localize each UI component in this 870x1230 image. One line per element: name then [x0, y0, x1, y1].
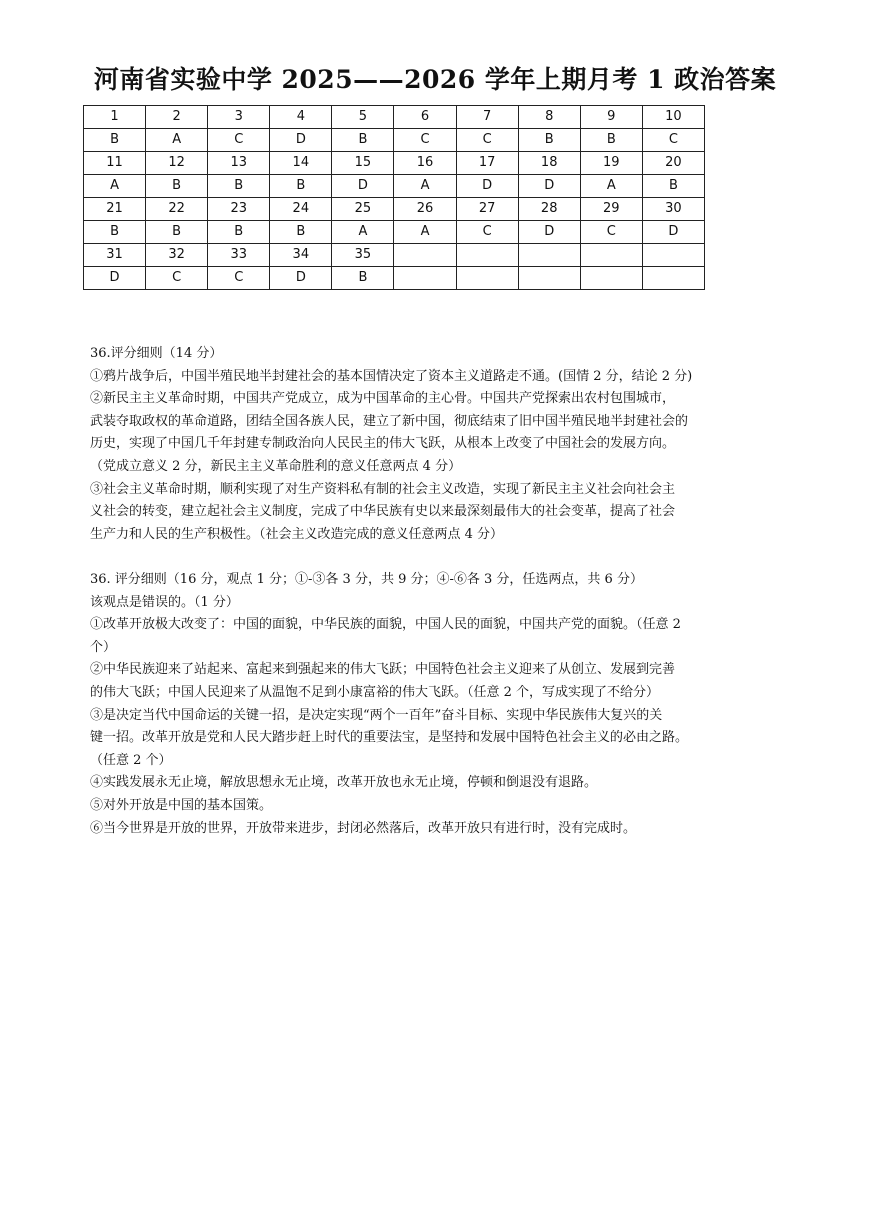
section-line: 键一招。改革开放是党和人民大踏步赶上时代的重要法宝，是坚持和发展中国特色社会主义的必由之路。 — [90, 730, 689, 746]
question-number-cell: 18 — [518, 152, 580, 175]
answer-cell: A — [146, 129, 208, 152]
question-number-cell: 31 — [84, 244, 146, 267]
answer-row — [84, 129, 705, 152]
answer-cell — [518, 267, 580, 290]
answer-cell: B — [270, 175, 332, 198]
page-title: 河南省实验中学 2025——2026 学年上期月考 1 政治答案 — [93, 65, 777, 94]
question-number-cell — [642, 244, 704, 267]
answer-cell — [580, 267, 642, 290]
question-number-cell: 23 — [208, 198, 270, 221]
question-number-cell: 21 — [84, 198, 146, 221]
section-line: （党成立意义 2 分，新民主主义革命胜利的意义任意两点 4 分） — [90, 458, 462, 474]
question-number-cell: 2 — [146, 106, 208, 129]
section-line: 该观点是错误的。（1 分） — [90, 594, 239, 610]
answer-cell: B — [208, 221, 270, 244]
section-line: ⑤对外开放是中国的基本国策。 — [90, 797, 273, 813]
question-number-cell: 25 — [332, 198, 394, 221]
answer-row — [84, 175, 705, 198]
answer-cell: B — [270, 221, 332, 244]
answer-cell: A — [394, 175, 456, 198]
section-line: ⑥当今世界是开放的世界，开放带来进步，封闭必然落后，改革开放只有进行时，没有完成时。 — [90, 820, 637, 836]
answer-cell — [456, 267, 518, 290]
question-number-row — [84, 106, 705, 129]
question-number-cell: 12 — [146, 152, 208, 175]
section-line: ③社会主义革命时期，顺利实现了对生产资料私有制的社会主义改造，实现了新民主主义社会向社会主 — [90, 481, 676, 497]
answer-cell: D — [332, 175, 394, 198]
section-line: ④实践发展永无止境，解放思想永无止境，改革开放也永无止境，停顿和倒退没有退路。 — [90, 775, 598, 791]
question-number-cell: 35 — [332, 244, 394, 267]
question-number-cell: 10 — [642, 106, 704, 129]
answer-cell: C — [146, 267, 208, 290]
answer-cell: B — [146, 221, 208, 244]
section-line: 的伟大飞跃；中国人民迎来了从温饱不足到小康富裕的伟大飞跃。（任意 2 个，写成实现了不给分） — [90, 684, 660, 700]
answer-cell: A — [332, 221, 394, 244]
question-number-cell: 20 — [642, 152, 704, 175]
question-number-cell: 3 — [208, 106, 270, 129]
question-number-cell: 8 — [518, 106, 580, 129]
answer-cell: C — [456, 221, 518, 244]
question-number-cell: 32 — [146, 244, 208, 267]
question-number-cell — [580, 244, 642, 267]
question-number-cell: 6 — [394, 106, 456, 129]
question-number-cell: 7 — [456, 106, 518, 129]
answer-cell: D — [642, 221, 704, 244]
question-number-cell: 9 — [580, 106, 642, 129]
section-line: 义社会的转变，建立起社会主义制度，完成了中华民族有史以来最深刻最伟大的社会变革，提高了社会 — [90, 504, 676, 520]
question-number-row — [84, 152, 705, 175]
section-line: 个） — [90, 639, 117, 655]
section-line: 生产力和人民的生产积极性。（社会主义改造完成的意义任意两点 4 分） — [90, 526, 504, 542]
answer-cell — [394, 267, 456, 290]
question-number-row — [84, 198, 705, 221]
answer-cell: B — [580, 129, 642, 152]
answer-cell — [642, 267, 704, 290]
section-line: ②中华民族迎来了站起来、富起来到强起来的伟大飞跃；中国特色社会主义迎来了从创立、发展到完善 — [90, 662, 676, 678]
scoring-section-2 — [90, 569, 790, 840]
section-line: ①改革开放极大改变了：中国的面貌，中华民族的面貌，中国人民的面貌，中国共产党的面貌。（任意 2 — [90, 617, 681, 633]
answer-cell: A — [394, 221, 456, 244]
answer-cell: B — [518, 129, 580, 152]
section-line: 历史，实现了中国几千年封建专制政治向人民民主的伟大飞跃，从根本上改变了中国社会的发展方向。 — [90, 436, 676, 452]
answer-cell: B — [642, 175, 704, 198]
question-number-cell: 22 — [146, 198, 208, 221]
answer-cell: C — [580, 221, 642, 244]
answer-cell: D — [518, 221, 580, 244]
answer-cell: A — [580, 175, 642, 198]
question-number-cell: 34 — [270, 244, 332, 267]
answer-cell: C — [394, 129, 456, 152]
answer-cell: B — [332, 267, 394, 290]
question-number-cell: 13 — [208, 152, 270, 175]
question-number-cell: 4 — [270, 106, 332, 129]
question-number-cell — [394, 244, 456, 267]
question-number-cell — [456, 244, 518, 267]
answer-cell: D — [518, 175, 580, 198]
answer-cell: C — [208, 129, 270, 152]
answer-table — [83, 105, 705, 290]
question-number-cell: 1 — [84, 106, 146, 129]
answer-cell: D — [84, 267, 146, 290]
answer-cell: D — [270, 267, 332, 290]
section-line: 36. 评分细则（16 分，观点 1 分；①-③各 3 分，共 9 分；④-⑥各 3 分，任选两点，共 6 分） — [90, 572, 643, 587]
question-number-cell: 5 — [332, 106, 394, 129]
answer-cell: B — [208, 175, 270, 198]
question-number-cell: 11 — [84, 152, 146, 175]
question-number-cell: 16 — [394, 152, 456, 175]
question-number-cell — [518, 244, 580, 267]
answer-cell: C — [642, 129, 704, 152]
question-number-cell: 26 — [394, 198, 456, 221]
answer-cell: B — [332, 129, 394, 152]
answer-cell: B — [146, 175, 208, 198]
answer-cell: B — [84, 129, 146, 152]
question-number-cell: 14 — [270, 152, 332, 175]
question-number-cell: 17 — [456, 152, 518, 175]
question-number-row — [84, 244, 705, 267]
section-line: 武装夺取政权的革命道路，团结全国各族人民，建立了新中国，彻底结束了旧中国半殖民地半封建社会的 — [90, 413, 689, 429]
question-number-cell: 33 — [208, 244, 270, 267]
answer-cell: C — [208, 267, 270, 290]
answer-cell: B — [84, 221, 146, 244]
section-line: ③是决定当代中国命运的关键一招，是决定实现“两个一百年”奋斗目标、实现中华民族伟大复兴的关 — [90, 707, 663, 723]
question-number-cell: 29 — [580, 198, 642, 221]
section-line: （任意 2 个） — [90, 752, 172, 768]
question-number-cell: 15 — [332, 152, 394, 175]
question-number-cell: 27 — [456, 198, 518, 221]
answer-cell: D — [456, 175, 518, 198]
section-line: 36.评分细则（14 分） — [90, 346, 223, 361]
section-line: ②新民主主义革命时期，中国共产党成立，成为中国革命的主心骨。中国共产党探索出农村包围城市， — [90, 391, 676, 407]
answer-cell: D — [270, 129, 332, 152]
question-number-cell: 28 — [518, 198, 580, 221]
answer-cell: C — [456, 129, 518, 152]
answer-cell: A — [84, 175, 146, 198]
answer-row — [84, 221, 705, 244]
question-number-cell: 19 — [580, 152, 642, 175]
question-number-cell: 24 — [270, 198, 332, 221]
section-line: ①鸦片战争后，中国半殖民地半封建社会的基本国情决定了资本主义道路走不通。(国情 2 分，结论 2 分) — [90, 368, 693, 384]
scoring-section-1 — [90, 343, 790, 546]
question-number-cell: 30 — [642, 198, 704, 221]
answer-row — [84, 267, 705, 290]
